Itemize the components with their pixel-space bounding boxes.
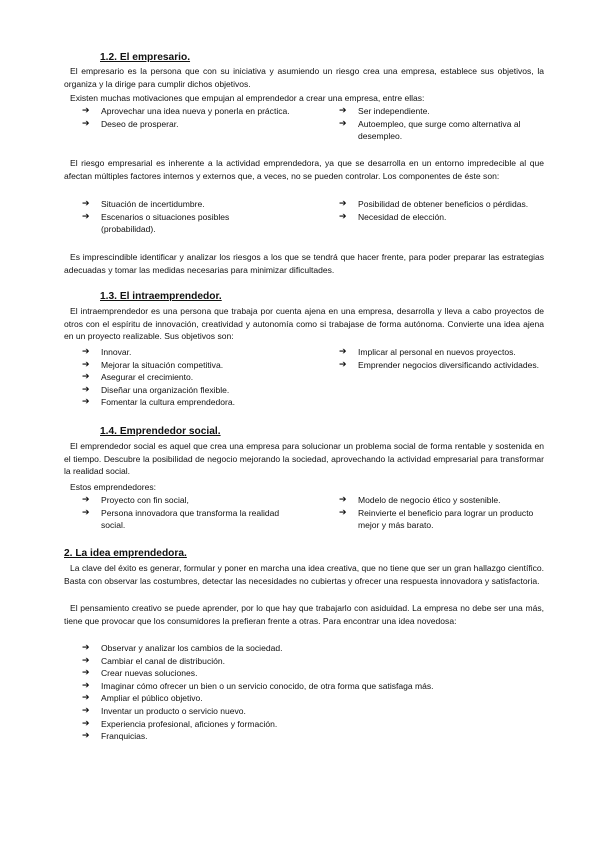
arrow-icon: ➔ [339, 106, 347, 116]
list-riesgo-right [339, 198, 544, 223]
list-item: ➔ Persona innovadora que transforma la realidad social. [82, 507, 280, 531]
arrow-icon: ➔ [82, 211, 90, 222]
arrow-icon: ➔ [82, 384, 90, 395]
arrow-icon: ➔ [82, 731, 90, 742]
paragraph-intraemprendedor: El intraemprendedor es una persona que trabaja por cuenta ajena en una empresa, desarrolla y lleva a cabo proyectos de otros con el espíritu de innovación, creatividad y autonomía como si trabajase de forma autónoma. Convierte una idea ajena en un proyecto realizable. Sus objetivos son: [64, 306, 544, 342]
arrow-icon: ➔ [82, 495, 90, 505]
list-item: ➔ Reinvierte el beneficio para lograr un producto mejor y más barato. [339, 507, 534, 531]
arrow-icon: ➔ [82, 359, 90, 370]
arrow-icon: ➔ [82, 347, 90, 357]
list-item: ➔ Escenarios o situaciones posibles (probabilidad). [82, 211, 230, 235]
list-item: ➔ Experiencia profesional, aficiones y formación. [82, 718, 278, 729]
arrow-icon: ➔ [82, 655, 90, 666]
arrow-icon: ➔ [82, 718, 90, 729]
arrow-icon: ➔ [82, 507, 90, 518]
list-motivaciones-left [82, 105, 302, 130]
list-item: ➔ Franquicias. [82, 731, 148, 742]
arrow-icon: ➔ [82, 693, 90, 704]
list-item: ➔ Posibilidad de obtener beneficios o pérdidas. [339, 199, 529, 209]
list-ideas [82, 642, 542, 743]
arrow-icon: ➔ [82, 372, 90, 383]
arrow-icon: ➔ [339, 507, 347, 518]
arrow-icon: ➔ [339, 199, 347, 209]
arrow-icon: ➔ [82, 118, 90, 129]
paragraph-emprendedores-intro: Estos emprendedores: [70, 482, 156, 492]
paragraph-riesgos-conclusion: Es imprescindible identificar y analizar los riesgos a los que se tendrá que hacer frente, para poder preparar las estrategias adecuadas y tomar las medidas necesarias para minimizar dificultades. [64, 252, 544, 275]
arrow-icon: ➔ [82, 106, 90, 116]
list-motivaciones-right [339, 105, 544, 143]
paragraph-empresario-definition: El empresario es la persona que con su iniciativa y asumiendo un riesgo crea una empresa, establece sus objetivos, la organiza y la dirige para cumplir dichos objetivos. [64, 66, 544, 89]
list-item: ➔ Mejorar la situación competitiva. [82, 359, 224, 370]
paragraph-riesgo: El riesgo empresarial es inherente a la actividad emprendedora, ya que se desarrolla en un entorno impredecible al que afectan múltiples factores internos y externos que, a veces, no se pueden controlar. Los componentes de éste son: [64, 158, 544, 181]
arrow-icon: ➔ [82, 668, 90, 679]
list-item: ➔ Innovar. [82, 347, 132, 357]
arrow-icon: ➔ [82, 705, 90, 716]
heading-empresario: 1.2. El empresario. [100, 52, 191, 63]
heading-emprendedor-social: 1.4. Emprendedor social. [100, 426, 221, 437]
list-item: ➔ Emprender negocios diversificando actividades. [339, 359, 540, 370]
list-objetivos-left [82, 346, 302, 409]
list-item: ➔ Ampliar el público objetivo. [82, 693, 203, 704]
heading-idea-emprendedora: 2. La idea emprendedora. [64, 548, 187, 559]
list-item: ➔ Necesidad de elección. [339, 211, 447, 222]
list-emprendedores-left [82, 494, 302, 532]
list-riesgo-left [82, 198, 302, 236]
arrow-icon: ➔ [339, 347, 347, 357]
list-item: ➔ Fomentar la cultura emprendedora. [82, 397, 235, 408]
arrow-icon: ➔ [82, 680, 90, 691]
list-objetivos-right [339, 346, 544, 371]
list-item: ➔ Imaginar cómo ofrecer un bien o un servicio conocido, de otra forma que satisfaga más. [82, 680, 434, 691]
list-item: ➔ Aprovechar una idea nueva y ponerla en práctica. [82, 106, 290, 116]
list-item: ➔ Observar y analizar los cambios de la sociedad. [82, 643, 283, 653]
arrow-icon: ➔ [82, 643, 90, 653]
list-item: ➔ Asegurar el crecimiento. [82, 372, 194, 383]
list-item: ➔ Diseñar una organización flexible. [82, 384, 230, 395]
list-item: ➔ Proyecto con fin social, [82, 495, 189, 505]
list-item: ➔ Inventar un producto o servicio nuevo. [82, 705, 246, 716]
paragraph-motivaciones-intro: Existen muchas motivaciones que empujan al emprendedor a crear una empresa, entre ellas: [70, 93, 425, 103]
list-item: ➔ Implicar al personal en nuevos proyectos. [339, 347, 516, 357]
paragraph-clave-exito: La clave del éxito es generar, formular y poner en marcha una idea creativa, que no tiene que ser un gran hallazgo científico. Basta con observar las costumbres, detectar las necesidades no cubiertas y ofrecer una respuesta innovadora y satisfactoria. [64, 563, 544, 586]
list-item: ➔ Deseo de prosperar. [82, 118, 179, 129]
arrow-icon: ➔ [82, 397, 90, 408]
list-item: ➔ Crear nuevas soluciones. [82, 668, 198, 679]
paragraph-pensamiento-creativo: El pensamiento creativo se puede aprender, por lo que hay que trabajarlo con asiduidad. La empresa no debe ser una más, tiene que provocar que los consumidores la prefieran frente a otras. Para encontrar una idea novedosa: [64, 603, 544, 626]
heading-intraemprendedor: 1.3. El intraemprendedor. [100, 291, 222, 302]
list-item: ➔ Ser independiente. [339, 106, 430, 116]
list-item: ➔ Autoempleo, que surge como alternativa al desempleo. [339, 118, 521, 142]
list-item: ➔ Modelo de negocio ético y sostenible. [339, 495, 501, 505]
list-emprendedores-right [339, 494, 544, 532]
arrow-icon: ➔ [339, 495, 347, 505]
paragraph-emprendedor-social: El emprendedor social es aquel que crea una empresa para solucionar un problema social de forma rentable y sostenida en el tiempo. Descubre la posibilidad de negocio mejorando la sociedad, aprovechando la actividad empresarial para transformar la realidad social. [64, 441, 544, 477]
arrow-icon: ➔ [339, 118, 347, 129]
list-item: ➔ Situación de incertidumbre. [82, 199, 205, 209]
list-item: ➔ Cambiar el canal de distribución. [82, 655, 225, 666]
arrow-icon: ➔ [339, 211, 347, 222]
arrow-icon: ➔ [82, 199, 90, 209]
arrow-icon: ➔ [339, 359, 347, 370]
